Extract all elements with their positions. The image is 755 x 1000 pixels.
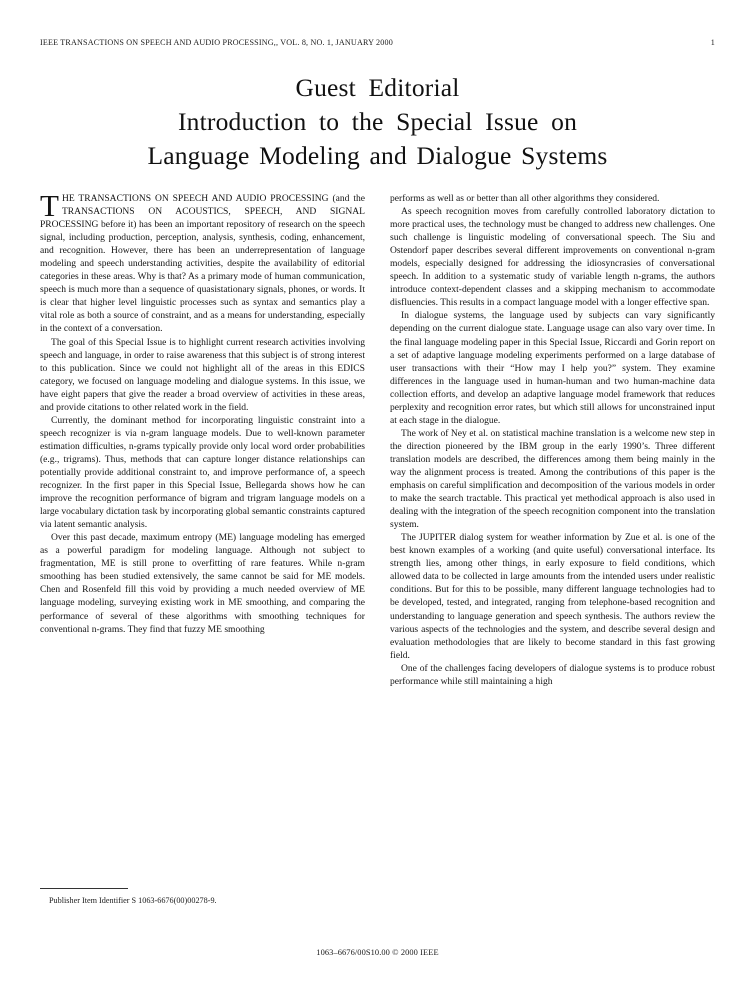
page-title (60, 72, 695, 171)
drop-cap: T (40, 188, 59, 223)
body-columns (40, 188, 715, 892)
paragraph-right-2: As speech recognition moves from carefully controlled laboratory dictation to more practical uses, the technology must be changed to address new challenges. One such challenge is linguistic modeling of conversational speech. The Siu and Ostendorf paper describes several different improvements on conventional n-gram models, especially designed for addressing the idiosyncrasies of conversational speech. In addition to a systematic study of variable length n-grams, the authors introduce context-dependent classes and a skipping mechanism to accommodate disfluencies. This results in a compact language model with a longer effective span. (390, 206, 715, 309)
running-head-page-number: 1 (710, 38, 715, 47)
paragraph-left-4: Over this past decade, maximum entropy (ME) language modeling has emerged as a powerful paradigm for modeling language. Although not subject to fragmentation, ME is still prone to overfitting of rare features. While n-gram smoothing has been studied extensively, the same cannot be said for ME models. Chen and Rosenfeld fill this void by providing a much needed overview of ME language modeling, surveying existing work in ME smoothing, and comparing the performance of several of these algorithms with smoothing techniques for conventional n-grams. They find that fuzzy ME smoothing (40, 532, 365, 635)
paragraph-left-1-text: HE TRANSACTIONS ON SPEECH AND AUDIO PROCESSING (and the TRANSACTIONS ON ACOUSTICS, SPEECH, AND SIGNAL PROCESSING before it) has been an important repository of research on the speech signal, including production, perception, analysis, synthesis, coding, enhancement, and recognition. However, there has been an underrepresentation of language modeling and speech understanding activities, despite the availability of editorial categories in these areas. Why is that? As a primary mode of human communication, speech is much more than a sequence of quasistationary signals, phones, or words. It is clear that higher level linguistic processes such as syntax and semantics play a vital role as both a source of constraint, and as a means for understanding, especially in the context of a conversation. (40, 193, 365, 335)
left-column (40, 188, 365, 636)
paragraph-right-3: In dialogue systems, the language used by subjects can vary significantly depending on the current dialogue state. Language usage can also vary over time. In the final language modeling paper in this Special Issue, Riccardi and Gorin report on a set of adaptive language modeling experiments performed on a large database of user transactions with their “How may I help you?” system. They examine differences in the language used in human-human and two human-machine data collection efforts, and develop an adaptive language model framework that reduces perplexity and recognition error rates, but which still allows for unconstrained input at each stage in the dialogue. (390, 310, 715, 426)
paragraph-left-3: Currently, the dominant method for incorporating linguistic constraint into a speech recognizer is via n-gram language models. Due to well-known parameter estimation difficulties, n-grams typically provide only local word order probabilities (e.g., trigrams). Thus, methods that can capture longer distance relationships can potentially provide additional constraint to, and improve performance of, a speech recognizer. In the first paper in this Special Issue, Bellegarda shows how he can improve the recognition performance of bigram and trigram language models on a large vocabulary dictation task by incorporating global semantic constraints captured via latent semantic analysis. (40, 414, 365, 531)
paragraph-right-1: performs as well as or better than all other algorithms they considered. (390, 193, 660, 204)
paragraph-right-4: The work of Ney et al. on statistical machine translation is a welcome new step in the direction pioneered by the IBM group in the early 1990’s. Three different translation models are described, the differences among them being mainly in the way the alignment process is treated. Among the contributions of this paper is the emphasis on careful simplification and decomposition of the various models in order to make the search tractable. This practical yet methodical approach is also used in dealing with the integration of the speech recognition component into the translation system. (390, 427, 715, 531)
footnote-rule (40, 888, 128, 889)
copyright-line: 1063–6676/00S10.00 © 2000 IEEE (316, 948, 439, 957)
title-line-topic: Language Modeling and Dialogue Systems (147, 141, 608, 170)
running-head-journal: IEEE TRANSACTIONS ON SPEECH AND AUDIO PROCESSING,, VOL. 8, NO. 1, JANUARY 2000 (40, 38, 393, 47)
publisher-item-identifier: Publisher Item Identifier S 1063-6676(00)00278-9. (49, 896, 217, 905)
page-footer (0, 948, 755, 957)
running-head (40, 38, 715, 50)
paragraph-right-5: The JUPITER dialog system for weather information by Zue et al. is one of the best known examples of a working (and quite useful) conversational interface. Its strength lies, among other things, in early exposure to field conditions, which allowed data to be collected in large amounts from the intended users under realistic conditions. But for this to be possible, many different language technologies had to be developed, tested, and integrated, ranging from telephone-based recognition and understanding to language generation and speech synthesis. The authors review the various aspects of the technologies and the system, and describe several design and evaluation methodologies that are likely to become standard in this fast growing field. (390, 532, 715, 661)
right-column (390, 192, 715, 688)
footnote (40, 888, 365, 906)
title-line-introduction: Introduction to the Special Issue on (177, 107, 578, 136)
title-line-guest-editorial: Guest Editorial (295, 73, 460, 102)
paragraph-left-2: The goal of this Special Issue is to highlight current research activities involving speech and language, in order to raise awareness that this subject is of strong interest to this publication. Since we could not highlight all of the areas in this EDICS category, we focused on language modeling and dialogue systems. In this issue, we have eight papers that give the reader a broad overview of activities in these areas, and provide citations to other related work in the field. (40, 336, 365, 413)
paragraph-left-1 (40, 188, 365, 336)
paragraph-right-6: One of the challenges facing developers of dialogue systems is to produce robust performance while still maintaining a high (390, 662, 715, 687)
